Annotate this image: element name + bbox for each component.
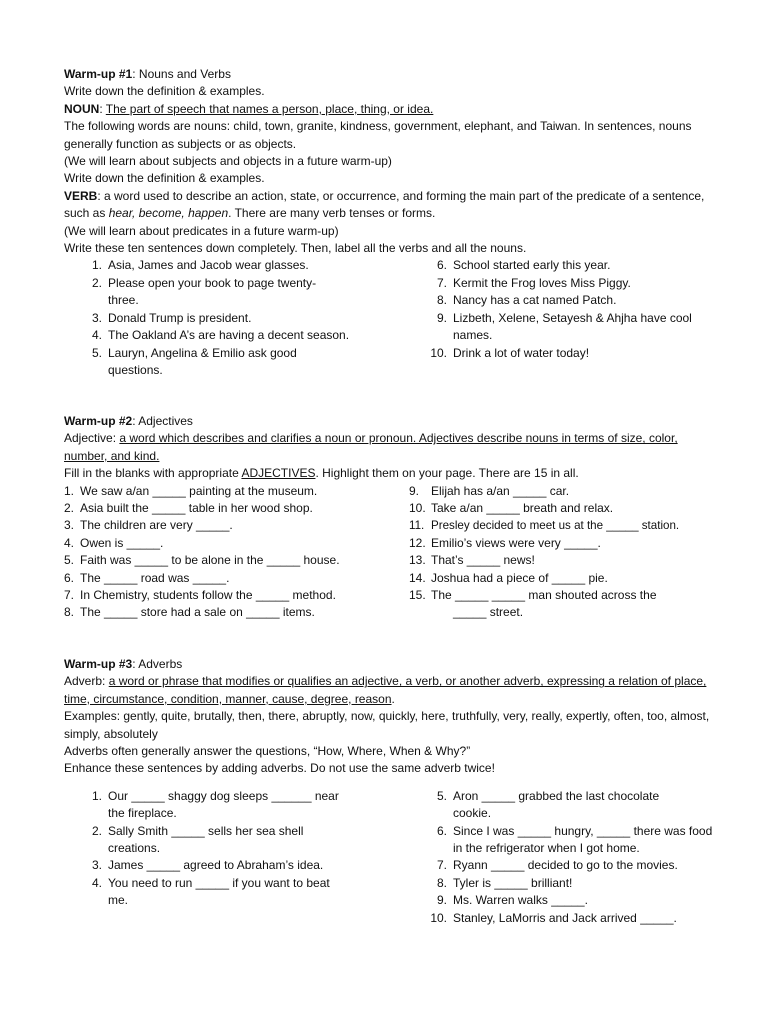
adjective-definition-text: a word which describes and clarifies a noun or pronoun. Adjectives describe nouns in terms of size, color, number, and kind. [64,431,678,463]
list-item [64,552,394,569]
item-text: _____ street. [453,605,524,620]
noun-definition: NOUN: The part of speech that names a person, place, thing, or idea. [64,101,434,116]
list-item [64,857,364,874]
list-item [409,570,714,587]
list-item [409,275,714,292]
sentence-column-right [409,788,714,927]
item-number: 2. [91,823,102,838]
item-number: 4. [91,875,102,890]
noun-definition-text: The part of speech that names a person, place, thing, or idea. [105,101,434,116]
list-item [409,823,715,858]
item-text: Asia, James and Jacob wear glasses. [108,258,309,273]
warmup-3-section [64,656,714,938]
warmup-1-title [64,66,714,83]
list-item [64,823,348,858]
instruction-part: . Highlight them on your page. There are 15 in all. [315,466,579,481]
item-number: 8. [64,605,75,620]
item-text: We saw a/an _____ painting at the museum. [80,483,318,498]
item-text: Stanley, LaMorris and Jack arrived _____. [453,910,677,925]
list-item [409,552,714,569]
item-text: Lizbeth, Xelene, Setayesh & Ahjha have cool names. [453,310,692,343]
definition-end: . [391,691,395,706]
item-text: Take a/an _____ breath and relax. [431,501,614,516]
list-item [64,483,394,500]
list-item [409,257,714,274]
item-text: Faith was _____ to be alone in the _____ house. [80,553,340,568]
item-number: 14. [409,570,426,585]
verb-definition-text: : a word used to describe an action, state, or occurrence, and forming the main part of the predicate of a sentence, such as [64,188,705,221]
item-text: That’s _____ news! [431,553,535,568]
item-number: 9. [409,483,420,498]
verb-definition-end: . There are many verb tenses or forms. [228,206,436,221]
list-item [64,535,394,552]
list-item [64,345,342,380]
warmup-3-topic: : Adverbs [132,657,183,671]
item-number: 6. [436,823,447,838]
list-item [64,604,394,621]
item-number: 1. [64,483,75,498]
item-text: Lauryn, Angelina & Emilio ask good questions. [108,345,297,377]
list-item [64,517,394,534]
sentence-list [64,788,714,938]
list-item [64,570,394,587]
item-text: Donald Trump is president. [108,310,252,325]
item-text: Joshua had a piece of _____ pie. [431,570,608,585]
item-number: 10. [430,345,447,360]
list-item [409,875,714,892]
warmup-1-heading: Warm-up #1 [64,67,133,81]
instruction-text [64,465,714,482]
list-item [64,587,394,604]
item-number: 12. [409,535,426,550]
note-text: (We will learn about predicates in a future warm-up) [64,223,339,238]
warmup-2-topic: : Adjectives [132,414,193,428]
item-number: 10. [409,501,426,516]
adverb-label: Adverb: [64,674,109,689]
item-text: Sally Smith _____ sells her sea shell creations. [108,823,304,856]
item-text: James _____ agreed to Abraham’s idea. [108,858,324,873]
item-text: The children are very _____. [80,518,233,533]
item-text: The Oakland A’s are having a decent season. [108,328,350,343]
list-item [409,535,714,552]
item-number: 13. [409,553,426,568]
item-number: 7. [64,588,75,603]
item-number: 2. [64,501,75,516]
list-item [64,875,348,910]
list-item [409,857,714,874]
item-number: 7. [436,275,447,290]
item-number: 3. [91,858,102,873]
warmup-1-section [64,66,714,377]
warmup-2-section [64,413,714,623]
list-item-continuation [409,604,714,621]
list-item [409,892,714,909]
list-item [64,788,348,823]
instruction-text: Write down the definition & examples. [64,171,265,186]
item-text: Ms. Warren walks _____. [453,893,588,908]
adverb-examples: Examples: gently, quite, brutally, then, there, abruptly, now, quickly, here, truthfully, very, really, expertly, often, too, almost, simply, absolutely [64,709,710,741]
item-number: 5. [64,553,75,568]
item-text: Ryann _____ decided to go to the movies. [453,858,678,873]
blank-column-left [64,483,394,622]
instruction-text: Write down the definition & examples. [64,84,265,99]
list-item [64,257,364,274]
warmup-1-topic: : Nouns and Verbs [132,67,231,81]
item-number: 7. [436,858,447,873]
item-number: 8. [436,293,447,308]
item-text: Tyler is _____ brilliant! [453,875,573,890]
verb-examples: hear, become, happen [108,206,229,221]
item-number: 9. [436,310,447,325]
item-text: Please open your book to page twenty-three. [108,275,317,308]
list-item [409,292,714,309]
item-number: 8. [436,875,447,890]
item-text: Our _____ shaggy dog sleeps ______ near the fireplace. [108,788,339,821]
noun-label: NOUN [64,101,100,116]
item-text: Emilio’s views were very _____. [431,535,601,550]
item-text: Since I was _____ hungry, _____ there was food in the refrigerator when I got home. [453,823,713,856]
list-item [409,483,714,500]
sentence-column-right [409,257,714,361]
warmup-3-heading: Warm-up #3 [64,657,133,671]
warmup-2-title [64,413,714,430]
adverb-definition [64,673,709,708]
adjective-definition [64,430,689,465]
item-number: 3. [64,518,75,533]
item-number: 4. [91,328,102,343]
instruction-part: Fill in the blanks with appropriate [64,466,242,481]
item-text: Aron _____ grabbed the last chocolate cookie. [453,788,660,821]
item-text: The _____ store had a sale on _____ items. [80,605,315,620]
adverb-definition-text: a word or phrase that modifies or qualifies an adjective, a verb, or another adverb, expressing a relation of place, time, circumstance, condition, manner, cause, degree, reason [64,674,707,706]
sentence-column-left [64,257,364,379]
item-number: 1. [91,258,102,273]
item-text: Presley decided to meet us at the _____ station. [431,519,680,533]
list-item [409,500,714,517]
blank-list [64,483,714,623]
list-item [64,500,394,517]
item-text: You need to run _____ if you want to beat me. [108,875,330,908]
item-text: Drink a lot of water today! [453,345,590,360]
item-text: The _____ road was _____. [80,570,230,585]
item-number: 15. [409,588,426,603]
list-item [409,517,714,534]
item-number: 1. [91,788,102,803]
item-text: The _____ _____ man shouted across the [431,588,657,603]
list-item [64,310,364,327]
warmup-2-heading: Warm-up #2 [64,414,133,428]
adjectives-word: ADJECTIVES [241,466,316,481]
list-item [409,910,714,927]
note-text: (We will learn about subjects and objects in a future warm-up) [64,154,392,169]
instruction-text: Write these ten sentences down completely. Then, label all the verbs and all the nouns. [64,241,527,256]
sentence-column-left [64,788,364,910]
list-item [64,275,342,310]
item-number: 10. [430,910,447,925]
item-number: 9. [436,893,447,908]
verb-definition [64,188,714,223]
item-text: Kermit the Frog loves Miss Piggy. [453,275,631,290]
item-text: Asia built the _____ table in her wood shop. [80,501,313,516]
item-number: 6. [64,570,75,585]
list-item [409,310,703,345]
item-text: School started early this year. [453,258,611,273]
warmup-3-title [64,656,714,673]
item-number: 11. [409,519,425,533]
list-item [409,788,689,823]
item-text: Nancy has a cat named Patch. [453,293,617,308]
item-number: 2. [91,275,102,290]
item-number: 5. [91,345,102,360]
blank-column-right [409,483,714,622]
item-number: 5. [436,788,447,803]
instruction-text: Enhance these sentences by adding adverbs. Do not use the same adverb twice! [64,761,495,776]
item-text: Elijah has a/an _____ car. [431,483,570,498]
item-text: In Chemistry, students follow the _____ method. [80,588,336,603]
adjective-label: Adjective: [64,431,120,446]
questions-text: Adverbs often generally answer the questions, “How, Where, When & Why?” [64,744,471,759]
list-item [409,345,714,362]
item-number: 6. [436,258,447,273]
verb-label: VERB [64,188,98,203]
noun-examples: The following words are nouns: child, town, granite, kindness, government, elephant, and Taiwan. In sentences, nouns generally function as subjects or as objects. [64,119,692,151]
list-item [409,587,714,604]
list-item [64,327,364,344]
item-number: 4. [64,535,75,550]
item-number: 3. [91,310,102,325]
sentence-list [64,257,714,377]
item-text: Owen is _____. [80,535,164,550]
